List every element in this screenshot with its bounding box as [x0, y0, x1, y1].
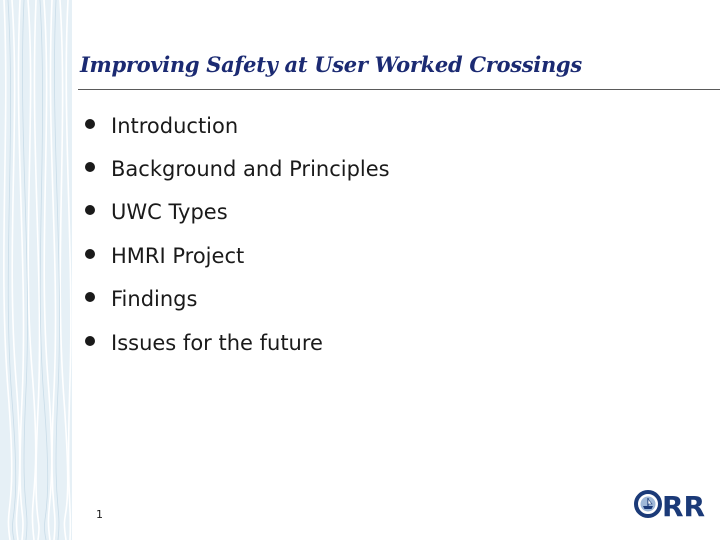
list-item [82, 104, 390, 147]
bullet-text: Background and Principles [111, 157, 390, 182]
bullet-text: UWC Types [111, 200, 228, 225]
bullet-list [82, 104, 390, 364]
bullet-text: Introduction [111, 113, 239, 138]
sidebar-wave-pattern [0, 0, 72, 540]
slide-title: Improving Safety at User Worked Crossings [80, 52, 582, 77]
bullet-icon [85, 162, 95, 172]
page-number: 1 [96, 508, 103, 521]
bullet-icon [85, 249, 95, 259]
logo-letters: RR [662, 490, 706, 523]
bullet-text: Findings [111, 287, 198, 312]
bullet-icon [85, 205, 95, 215]
bullet-text: HMRI Project [111, 243, 245, 268]
list-item [82, 234, 390, 277]
bullet-icon [85, 292, 95, 302]
bullet-text: Issues for the future [111, 330, 323, 355]
list-item [82, 147, 390, 190]
orr-logo-icon [634, 487, 708, 523]
list-item [82, 321, 390, 364]
list-item [82, 191, 390, 234]
title-divider [78, 89, 720, 90]
list-item [82, 278, 390, 321]
decorative-sidebar [0, 0, 72, 540]
bullet-icon [85, 336, 95, 346]
bullet-icon [85, 119, 95, 129]
